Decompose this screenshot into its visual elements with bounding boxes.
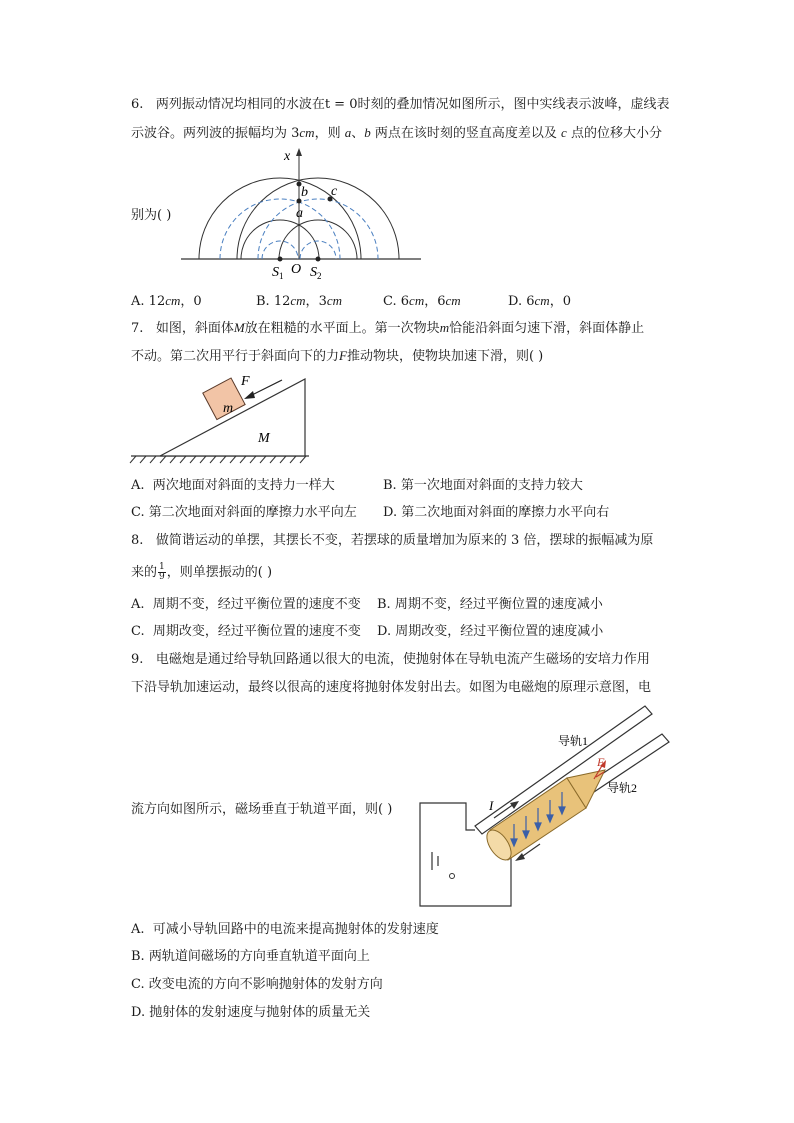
q9-switch-contact [450, 874, 455, 879]
q9-line2: 下沿导轨加速运动，最终以很高的速度将抛射体发射出去。如图为电磁炮的原理示意图，电 [131, 680, 652, 695]
q6-sep: 、 [351, 126, 365, 141]
q6-option-d[interactable]: D. 6cm，0 [508, 293, 571, 309]
q8-option-d[interactable]: D. 周期改变，经过平衡位置的速度减小 [377, 624, 604, 639]
q8-line1: 8. 做简谐运动的单摆，其摆长不变，若摆球的质量增加为原来的 3 倍，摆球的振幅减为原 [131, 533, 654, 548]
q8-fraction: $\frac{1}{9}$ [159, 562, 165, 582]
q9-option-d[interactable]: D. 抛射体的发射速度与抛射体的质量无关 [131, 1005, 371, 1020]
q6-text-b: ，则 [314, 126, 341, 141]
q7-label-m: m [223, 401, 234, 416]
q8-line2: 来的 $\frac{1}{9}$ ，则单摆振动的( ) [131, 562, 273, 582]
q9-battery [432, 852, 438, 870]
q9-label-rail1: 导轨1 [558, 734, 589, 748]
q6-var-c: c [561, 125, 567, 140]
q6-text-d: 点的位移大小分 [570, 126, 662, 141]
q7-option-d[interactable]: D. 第二次地面对斜面的摩擦力水平向右 [383, 505, 610, 520]
q6-option-b[interactable]: B. 12cm，3cm [256, 293, 343, 309]
q7-option-a[interactable]: A. 两次地面对斜面的支持力一样大 [131, 478, 335, 493]
q8-option-b[interactable]: B. 周期不变，经过平衡位置的速度减小 [377, 597, 603, 612]
q6-option-a[interactable]: A. 12cm，0 [131, 293, 202, 309]
q9-label-i: I [489, 798, 494, 813]
q9-line3: 流方向如图所示，磁场垂直于轨道平面，则( ) [131, 802, 393, 817]
q6-label-s1: $S_1$ [272, 265, 284, 281]
q6-label-x: x [284, 149, 291, 164]
q9-option-c[interactable]: C. 改变电流的方向不影响抛射体的发射方向 [131, 977, 383, 992]
q9-line1: 9. 电磁炮是通过给导轨回路通以很大的电流，使抛射体在导轨电流产生磁场的安培力作用 [131, 652, 650, 667]
q6-text-line1: 两列振动情况均相同的水波在t = 0时刻的叠加情况如图所示，图中实线表示波峰，虚线表 [155, 97, 670, 112]
q6-line3: 别为( ) [131, 208, 172, 223]
q7-line2: 不动。第二次用平行于斜面向下的力F推动物块，使物块加速下滑，则( ) [131, 348, 544, 364]
q7-line1: 7. 如图，斜面体M放在粗糙的水平面上。第一次物块m恰能沿斜面匀速下滑，斜面体静止 [131, 320, 645, 336]
q6-label-b: b [301, 185, 308, 200]
q8-option-c[interactable]: C. 周期改变，经过平衡位置的速度不变 [131, 624, 361, 639]
q7-option-c[interactable]: C. 第二次地面对斜面的摩擦力水平向左 [131, 505, 357, 520]
q9-option-a[interactable]: A. 可减小导轨回路中的电流来提高抛射体的发射速度 [131, 922, 439, 937]
q9-label-f: F [597, 755, 605, 769]
q7-label-f: F [241, 374, 250, 389]
q6-label-o: O [291, 262, 302, 277]
q9-number: 9. [131, 652, 144, 667]
q7-option-b[interactable]: B. 第一次地面对斜面的支持力较大 [383, 478, 583, 493]
q7-number: 7. [131, 321, 144, 336]
q6-var-a: a [344, 125, 352, 140]
q9-label-rail2: 导轨2 [607, 781, 638, 795]
q6-label-s2: $S_2$ [310, 265, 322, 281]
q8-option-a[interactable]: A. 周期不变，经过平衡位置的速度不变 [131, 597, 361, 612]
q6-var-b: b [364, 125, 371, 140]
q6-text-c: 两点在该时刻的竖直高度差以及 [374, 126, 557, 141]
q6-option-c[interactable]: C. 6cm，6cm [383, 293, 461, 309]
q6-number: 6. [131, 97, 144, 112]
q6-label-a: a [296, 206, 303, 221]
q6-unit: cm [299, 125, 315, 140]
q6-label-c: c [331, 184, 338, 199]
q8-number: 8. [131, 533, 144, 548]
q6-text-a: 示波谷。两列波的振幅均为 3 [131, 126, 300, 141]
q9-option-b[interactable]: B. 两轨道间磁场的方向垂直轨道平面向上 [131, 949, 370, 964]
q7-label-M: M [258, 431, 270, 446]
